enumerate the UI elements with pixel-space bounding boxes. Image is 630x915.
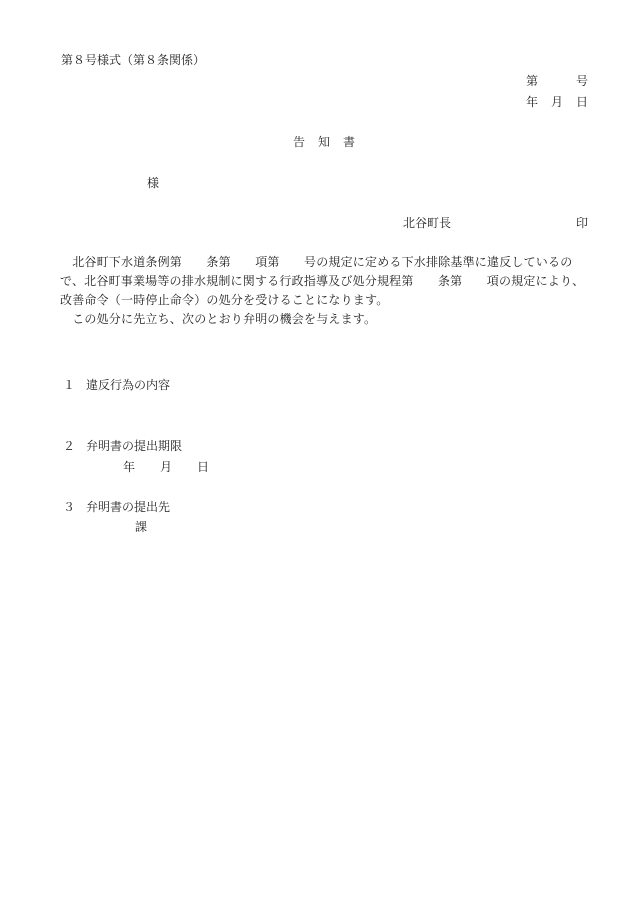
item-2-label: 弁明書の提出期限 <box>86 439 183 453</box>
body-line: で、北谷町事業場等の排水規制に関する行政指導及び処分規程第 条第 項の規定により、 <box>60 274 585 288</box>
item-2-year: 年 <box>123 460 136 474</box>
document-number-go: 号 <box>576 74 589 88</box>
body-line: 北谷町下水道条例第 条第 項第 号の規定に定める下水排除基準に違反しているの <box>60 255 573 269</box>
body-line: この処分に先立ち、次のとおり弁明の機会を与えます。 <box>60 312 377 326</box>
addressee-honorific: 様 <box>147 176 160 190</box>
body-line: 改善命令（一時停止命令）の処分を受けることになります。 <box>60 293 389 307</box>
date-month: 月 <box>551 95 564 109</box>
item-3-label: 弁明書の提出先 <box>86 500 171 514</box>
date-year: 年 <box>526 95 539 109</box>
document-title: 告 知 書 <box>293 135 356 149</box>
item-3-section: 課 <box>135 520 148 534</box>
body-text <box>60 253 590 329</box>
sender-name: 北谷町長 <box>403 216 452 230</box>
item-1-label: 違反行為の内容 <box>86 378 171 392</box>
item-3-number: ３ <box>63 500 76 514</box>
seal-mark: 印 <box>576 216 589 230</box>
date-day: 日 <box>576 95 589 109</box>
document-number-dai: 第 <box>526 74 539 88</box>
item-2-month: 月 <box>160 460 173 474</box>
item-2-day: 日 <box>197 460 210 474</box>
item-2-number: ２ <box>63 439 76 453</box>
form-label: 第８号様式（第８条関係） <box>61 53 206 67</box>
item-1-number: １ <box>63 378 76 392</box>
